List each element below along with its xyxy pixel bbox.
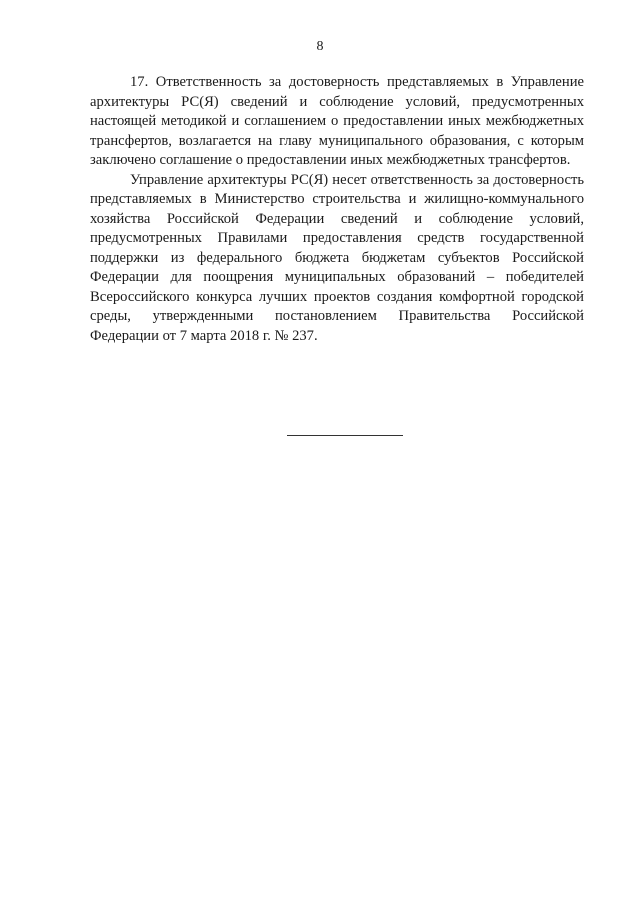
end-divider-line [287, 435, 403, 436]
paragraph-responsibility-architecture: Управление архитектуры РС(Я) несет ответственность за достоверность представляемых в Министерство строительства и жилищно-коммунального хозяйства Российской Федерации сведений и соблюдение условий, предусмотренных Правилами предоставления средств государственной поддержки из федерального бюджета бюджетам субъектов Российской Федерации для поощрения муниципальных образований – победителей Всероссийского конкурса лучших проектов создания комфортной городской среды, утвержденными постановлением Правительства Российской Федерации от 7 марта 2018 г. № 237. [90, 171, 584, 344]
paragraph-responsibility-municipal: 17. Ответственность за достоверность представляемых в Управление архитектуры РС(Я) сведений и соблюдение условий, предусмотренных настоящей методикой и соглашением о предоставлении иных межбюджетных трансфертов, возлагается на главу муниципального образования, с которым заключено соглашение о предоставлении иных межбюджетных трансфертов. [90, 74, 584, 168]
page-number: 8 [316, 39, 324, 54]
document-body [90, 73, 584, 346]
